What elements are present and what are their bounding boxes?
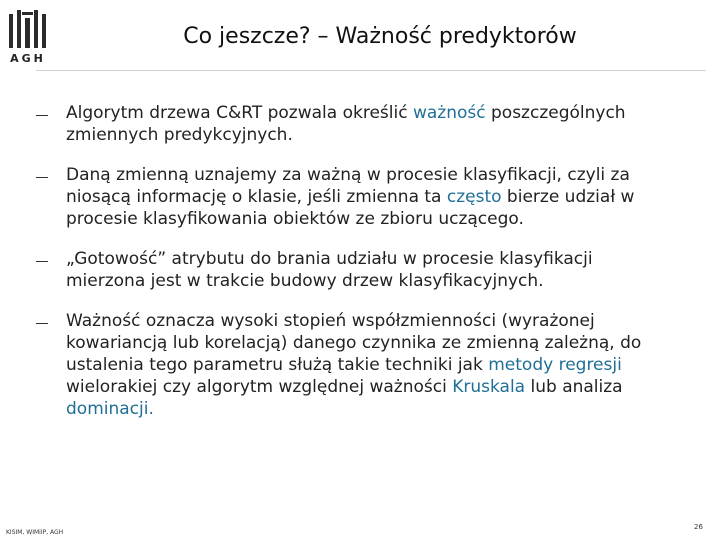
text-run: Ważność oznacza wysoki stopień współzmienności (wyrażonej kowariancją lub korelacją) danego czynnika ze zmienną zależną, do ustalenia tego parametru służą takie techniki jak: [66, 311, 642, 375]
bullet-item: [36, 102, 676, 146]
bullet-dash-icon: [36, 115, 48, 116]
agh-logo-mark-icon: [8, 8, 48, 52]
text-run: Algorytm drzewa C&RT pozwala określić: [66, 103, 413, 123]
text-run: bierze udział w procesie klasyfikowania obiektów ze zbioru uczącego.: [66, 187, 635, 229]
bullet-text: [66, 165, 634, 229]
highlighted-term: dominacji: [66, 399, 149, 419]
text-run: Daną zmienną uznajemy za ważną w procesie klasyfikacji, czyli za niosącą informację o klasie, jeśli zmienna ta: [66, 165, 630, 207]
bullet-dash-icon: [36, 323, 48, 324]
page-number: 26: [694, 523, 703, 531]
agh-logo: [8, 8, 48, 66]
bullet-text: [66, 311, 641, 419]
text-run: lub analiza: [525, 377, 623, 397]
bullet-dash-icon: [36, 261, 48, 262]
text-run: „Gotowość” atrybutu do brania udziału w procesie klasyfikacji mierzona jest w trakcie budowy drzew klasyfikacyjnych.: [66, 249, 593, 291]
bullet-dash-icon: [36, 177, 48, 178]
title-divider: [36, 70, 706, 71]
bullet-item: [36, 164, 676, 230]
bullet-item: [36, 310, 676, 420]
highlighted-term: metody regresji: [488, 355, 622, 375]
text-run: poszczególnych zmiennych predykcyjnych.: [66, 103, 626, 145]
slide-title: Co jeszcze? – Ważność predyktorów: [183, 24, 577, 49]
highlighted-term: często: [446, 187, 502, 207]
highlighted-term: ważność: [412, 103, 486, 123]
footer-affiliation: KISIM, WIMiIP, AGH: [6, 529, 64, 536]
bullet-list: [36, 102, 676, 438]
logo-text: AGH: [10, 52, 46, 65]
text-run: wielorakiej czy algorytm względnej ważności: [66, 377, 453, 397]
bullet-item: [36, 248, 676, 292]
highlighted-term: Kruskala: [452, 377, 526, 397]
bullet-text: [66, 249, 593, 291]
bullet-text: [66, 103, 626, 145]
text-run: .: [148, 399, 154, 419]
